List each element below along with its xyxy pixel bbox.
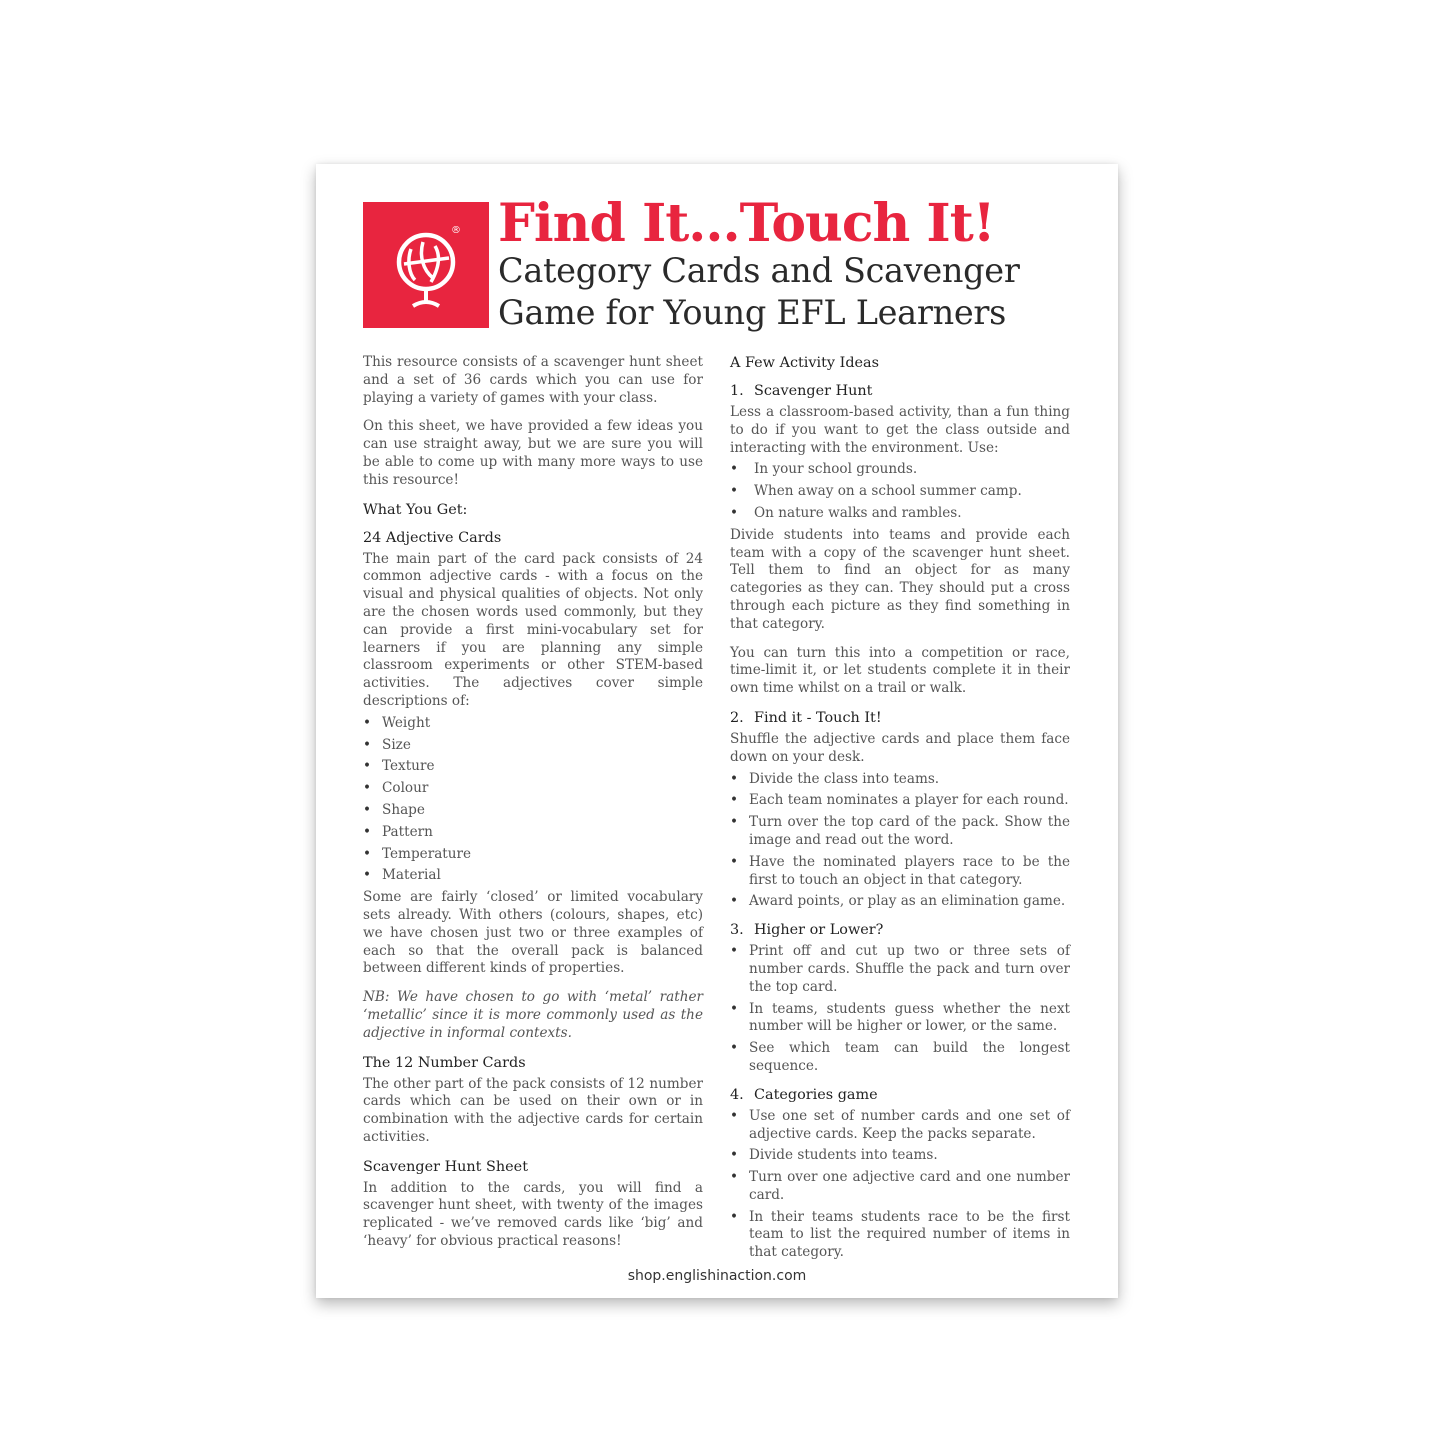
adjective-cards-heading: 24 Adjective Cards bbox=[363, 529, 502, 546]
activity-1-title: Scavenger Hunt bbox=[754, 383, 873, 399]
activity-3-heading bbox=[730, 921, 1070, 939]
activity-4-number: 4. bbox=[730, 1086, 744, 1103]
list-item: • Temperature bbox=[363, 846, 703, 864]
activity-2-title: Find it - Touch It! bbox=[754, 709, 882, 726]
activity-2-number: 2. bbox=[730, 709, 744, 726]
list-item: • Texture bbox=[363, 758, 703, 776]
eia-globe-logo-icon bbox=[363, 202, 489, 328]
activity-4-title: Categories game bbox=[754, 1086, 878, 1103]
activity-1-number: 1. bbox=[730, 383, 744, 399]
adjective-category-list bbox=[363, 715, 703, 885]
list-item: • Print off and cut up two or three sets of number cards. Shuffle the pack and turn over the top card. bbox=[730, 943, 1070, 996]
adjective-cards-body: The main part of the card pack consists of 24 common adjective cards - with a focus on the visual and physical qualities of objects. Not only are the chosen words used commonly, but they can provide a first mini-vocabulary set for learners if you are planning any simple classroom experiments or other STEM-based activities. The adjectives cover simple descriptions of: bbox=[363, 550, 703, 709]
list-item: • Turn over the top card of the pack. Show the image and read out the word. bbox=[730, 814, 1070, 850]
activity-4-list bbox=[730, 1108, 1070, 1262]
list-item: • When away on a school summer camp. bbox=[730, 483, 1070, 501]
list-item: • Weight bbox=[363, 715, 703, 733]
list-item: • Use one set of number cards and one set of adjective cards. Keep the packs separate. bbox=[730, 1108, 1070, 1144]
activity-3-title: Higher or Lower? bbox=[754, 922, 884, 939]
number-cards-body: The other part of the pack consists of 12 number cards which can be used on their own or in combination with the adjective cards for certain activities. bbox=[363, 1075, 703, 1145]
scavenger-sheet-heading: Scavenger Hunt Sheet bbox=[363, 1158, 528, 1175]
activity-1-body-2: Divide students into teams and provide each team with a copy of the scavenger hunt sheet. Tell them to find an object for as many categories as they can. They should put a cross through each picture as they find something in that category. bbox=[730, 526, 1070, 632]
activity-4-heading bbox=[730, 1086, 1070, 1104]
list-item: • Award points, or play as an elimination game. bbox=[730, 893, 1070, 911]
what-you-get-heading: What You Get: bbox=[363, 501, 468, 518]
intro-paragraph-2: On this sheet, we have provided a few ideas you can use straight away, but we are sure you will be able to come up with many more ways to use this resource! bbox=[363, 418, 703, 488]
worksheet-page bbox=[316, 164, 1118, 1298]
activity-2-list bbox=[730, 771, 1070, 912]
svg-text:®: ® bbox=[451, 225, 461, 236]
list-item: • Shape bbox=[363, 802, 703, 820]
list-item: • Each team nominates a player for each round. bbox=[730, 792, 1070, 810]
activity-1-body-3: You can turn this into a competition or race, time-limit it, or let students complete it in their own time whilst on a trail or walk. bbox=[730, 644, 1070, 697]
list-item: • Pattern bbox=[363, 824, 703, 842]
closed-sets-paragraph: Some are fairly ‘closed’ or limited vocabulary sets already. With others (colours, shapes, etc) we have chosen just two or three examples of each so that the overall pack is balanced between different kinds of properties. bbox=[363, 889, 703, 977]
subtitle-line-1: Category Cards and Scavenger bbox=[498, 251, 1020, 290]
right-column bbox=[730, 354, 1070, 1266]
list-item: • In your school grounds. bbox=[730, 461, 1070, 479]
activity-1-list bbox=[730, 461, 1070, 522]
activity-ideas-heading: A Few Activity Ideas bbox=[730, 355, 880, 371]
list-item: • See which team can build the longest sequence. bbox=[730, 1040, 1070, 1076]
list-item: • Have the nominated players race to be the first to touch an object in that category. bbox=[730, 854, 1070, 890]
list-item: • Divide the class into teams. bbox=[730, 771, 1070, 789]
nb-note: NB: We have chosen to go with ‘metal’ rather ‘metallic’ since it is more commonly used as the adjective in informal contexts. bbox=[363, 989, 703, 1041]
brand-logo bbox=[363, 202, 489, 328]
page-title: Find It...Touch It! bbox=[498, 193, 995, 254]
list-item: • On nature walks and rambles. bbox=[730, 505, 1070, 523]
list-item: • Divide students into teams. bbox=[730, 1147, 1070, 1165]
activity-2-heading bbox=[730, 709, 1070, 727]
footer-url: shop.englishinaction.com bbox=[627, 1268, 807, 1284]
number-cards-heading: The 12 Number Cards bbox=[363, 1054, 526, 1071]
activity-3-list bbox=[730, 943, 1070, 1076]
left-column bbox=[363, 354, 703, 1262]
intro-paragraph-1: This resource consists of a scavenger hunt sheet and a set of 36 cards which you can use for playing a variety of games with your class. bbox=[363, 354, 703, 406]
page-subtitle bbox=[498, 250, 1058, 334]
activity-1-body: Less a classroom-based activity, than a fun thing to do if you want to get the class outside and interacting with the environment. Use: bbox=[730, 404, 1070, 456]
list-item: • Colour bbox=[363, 780, 703, 798]
activity-1-heading bbox=[730, 382, 1070, 400]
subtitle-line-2: Game for Young EFL Learners bbox=[498, 293, 1006, 332]
list-item: • Turn over one adjective card and one number card. bbox=[730, 1169, 1070, 1205]
list-item: • In their teams students race to be the first team to list the required number of items in that category. bbox=[730, 1209, 1070, 1262]
list-item: • Size bbox=[363, 737, 703, 755]
list-item: • Material bbox=[363, 867, 703, 885]
activity-2-body: Shuffle the adjective cards and place them face down on your desk. bbox=[730, 730, 1070, 765]
activity-3-number: 3. bbox=[730, 922, 744, 939]
list-item: • In teams, students guess whether the next number will be higher or lower, or the same. bbox=[730, 1001, 1070, 1037]
scavenger-sheet-body: In addition to the cards, you will find a scavenger hunt sheet, with twenty of the images replicated - we’ve removed cards like ‘big’ and ‘heavy’ for obvious practical reasons! bbox=[363, 1179, 703, 1250]
